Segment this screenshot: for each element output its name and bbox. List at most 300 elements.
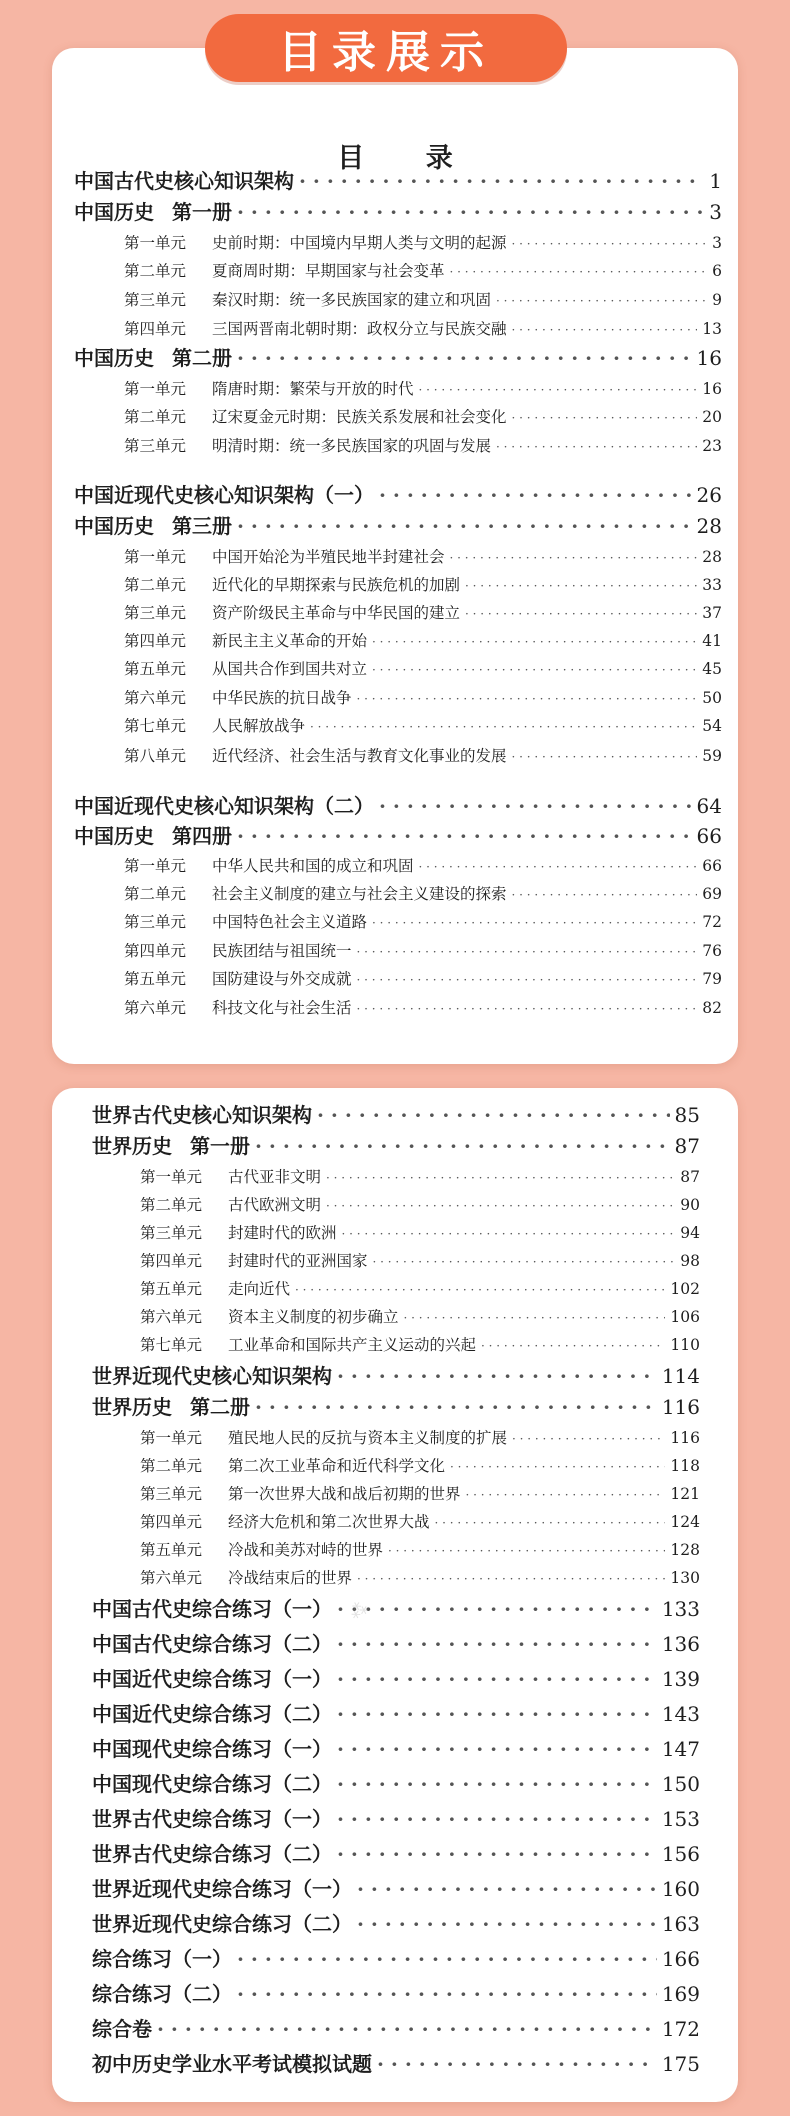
toc-title: 中国近代史综合练习（二） (92, 1702, 332, 1726)
dot-leader (357, 945, 698, 959)
toc-title: 中国历史 (74, 200, 154, 224)
toc-entry[interactable] (74, 479, 722, 508)
toc-title: 冷战结束后的世界 (228, 1569, 353, 1587)
dot-leader (237, 514, 692, 538)
page-number: 20 (702, 408, 722, 426)
unit-number: 第六单元 (124, 689, 187, 707)
toc-label (92, 1130, 250, 1159)
page-number: 64 (696, 794, 722, 818)
page-number: 6 (712, 262, 722, 280)
toc-entry[interactable] (74, 196, 722, 225)
toc-title: 中国近现代史核心知识架构（二） (74, 794, 374, 818)
dot-leader (337, 1807, 657, 1831)
unit-number: 第六单元 (140, 1569, 203, 1587)
dot-leader (496, 294, 707, 308)
page-number: 118 (670, 1457, 700, 1475)
page-number: 160 (661, 1877, 700, 1901)
dot-leader (357, 1572, 665, 1586)
page-number: 150 (661, 1772, 700, 1796)
toc-entry[interactable] (92, 1698, 700, 1727)
toc-title: 世界古代史核心知识架构 (92, 1103, 312, 1127)
dot-leader (388, 1544, 665, 1558)
toc-title: 殖民地人民的反抗与资本主义制度的扩展 (228, 1429, 508, 1447)
page-number: 72 (702, 913, 722, 931)
toc-title: 中国开始沦为半殖民地半封建社会 (212, 548, 445, 566)
toc-title: 明清时期：统一多民族国家的巩固与发展 (212, 437, 492, 455)
page-number: 41 (702, 632, 722, 650)
toc-label (92, 1391, 250, 1420)
dot-leader (299, 169, 704, 193)
toc-entry[interactable] (92, 1733, 700, 1762)
toc-title: 世界近现代史核心知识架构 (92, 1364, 332, 1388)
page-number: 69 (702, 885, 722, 903)
unit-number: 第五单元 (124, 660, 187, 678)
toc-unit-entry[interactable] (124, 288, 722, 310)
toc-entry[interactable] (92, 1391, 700, 1420)
toc-label (140, 1249, 368, 1271)
dot-leader (512, 411, 698, 425)
page-number: 23 (702, 437, 722, 455)
toc-title: 中国现代史综合练习（一） (92, 1737, 332, 1761)
page-number: 124 (670, 1513, 700, 1531)
page-number: 143 (661, 1702, 700, 1726)
toc-unit-entry[interactable] (124, 377, 722, 399)
toc-unit-entry[interactable] (140, 1538, 700, 1560)
dot-leader (512, 237, 708, 251)
page-number: 102 (670, 1280, 700, 1298)
unit-number: 第二单元 (140, 1457, 203, 1475)
page-number: 50 (702, 689, 722, 707)
toc-title: 工业革命和国际共产主义运动的兴起 (228, 1336, 477, 1354)
dot-leader (435, 1516, 666, 1530)
toc-label (124, 231, 507, 253)
book-volume: 第二册 (190, 1395, 250, 1419)
toc-unit-entry[interactable] (124, 967, 722, 989)
toc-label (74, 510, 232, 539)
page-number: 147 (661, 1737, 700, 1761)
page-number: 121 (670, 1485, 700, 1503)
watermark: ⁂ (346, 1597, 372, 1624)
toc-title: 隋唐时期：繁荣与开放的时代 (212, 380, 414, 398)
dot-leader (326, 1171, 675, 1185)
dot-leader (450, 265, 708, 279)
toc-unit-entry[interactable] (140, 1249, 700, 1271)
page-number: 156 (661, 1842, 700, 1866)
toc-entry[interactable] (92, 1943, 700, 1972)
toc-label (92, 1978, 232, 2007)
toc-entry[interactable] (92, 1838, 700, 1867)
toc-title: 中国历史 (74, 514, 154, 538)
toc-label (92, 1698, 332, 1727)
toc-title: 夏商周时期：早期国家与社会变革 (212, 262, 445, 280)
dot-leader (373, 1255, 676, 1269)
dot-leader (357, 692, 698, 706)
dot-leader (337, 1364, 657, 1388)
dot-leader (255, 1395, 657, 1419)
toc-title: 冷战和美苏对峙的世界 (228, 1541, 384, 1559)
toc-label (74, 790, 374, 819)
unit-number: 第三单元 (124, 437, 187, 455)
toc-unit-entry[interactable] (124, 259, 722, 281)
toc-title: 中国古代史核心知识架构 (74, 169, 294, 193)
dot-leader (337, 1842, 657, 1866)
toc-unit-entry[interactable] (124, 714, 722, 736)
dot-leader (372, 916, 697, 930)
dot-leader (466, 1488, 666, 1502)
toc-entry[interactable] (74, 790, 722, 819)
book-volume: 第三册 (172, 514, 232, 538)
toc-entry[interactable] (92, 1593, 700, 1622)
toc-label (124, 405, 507, 427)
toc-unit-entry[interactable] (124, 686, 722, 708)
dot-leader (342, 1227, 676, 1241)
toc-entry[interactable] (92, 1908, 700, 1937)
toc-label (140, 1538, 383, 1560)
toc-card-2 (52, 1088, 738, 2102)
toc-label (124, 601, 460, 623)
toc-title: 中国特色社会主义道路 (212, 913, 368, 931)
toc-label (140, 1305, 399, 1327)
toc-title: 国防建设与外交成就 (212, 970, 352, 988)
toc-entry[interactable] (92, 1099, 700, 1128)
unit-number: 第五单元 (124, 970, 187, 988)
toc-label (92, 1593, 332, 1622)
toc-unit-entry[interactable] (140, 1454, 700, 1476)
toc-label (140, 1454, 445, 1476)
toc-label (92, 1838, 332, 1867)
toc-unit-entry[interactable] (124, 629, 722, 651)
dot-leader (255, 1134, 670, 1158)
page-number: 82 (702, 999, 722, 1017)
toc-label (92, 1663, 332, 1692)
toc-heading: 目 录 (337, 143, 479, 174)
unit-number: 第八单元 (124, 747, 187, 765)
toc-unit-entry[interactable] (124, 996, 722, 1018)
toc-title: 中华人民共和国的成立和巩固 (212, 857, 414, 875)
toc-title: 近代经济、社会生活与教育文化事业的发展 (212, 747, 507, 765)
unit-number: 第三单元 (124, 604, 187, 622)
toc-title: 三国两晋南北朝时期：政权分立与民族交融 (212, 320, 507, 338)
page-number: 106 (670, 1308, 700, 1326)
dot-leader (317, 1103, 670, 1127)
toc-label (140, 1510, 430, 1532)
toc-title: 世界古代史综合练习（二） (92, 1842, 332, 1866)
unit-number: 第四单元 (140, 1513, 203, 1531)
dot-leader (357, 973, 698, 987)
toc-title: 世界历史 (92, 1395, 172, 1419)
page-number: 45 (702, 660, 722, 678)
unit-number: 第四单元 (124, 320, 187, 338)
toc-entry[interactable] (74, 510, 722, 539)
page-number: 28 (696, 514, 722, 538)
unit-number: 第三单元 (124, 913, 187, 931)
page-number: 33 (702, 576, 722, 594)
page-number: 37 (702, 604, 722, 622)
page-number: 87 (680, 1168, 700, 1186)
toc-title: 秦汉时期：统一多民族国家的建立和巩固 (212, 291, 492, 309)
toc-unit-entry[interactable] (140, 1510, 700, 1532)
toc-title: 综合卷 (92, 2017, 152, 2041)
toc-unit-entry[interactable] (124, 573, 722, 595)
page-number: 66 (702, 857, 722, 875)
dot-leader (450, 551, 698, 565)
toc-title: 经济大危机和第二次世界大战 (228, 1513, 430, 1531)
page-number: 169 (661, 1982, 700, 2006)
toc-label (92, 1360, 332, 1389)
unit-number: 第一单元 (124, 380, 187, 398)
page-number: 166 (661, 1947, 700, 1971)
page-number: 79 (702, 970, 722, 988)
toc-entry[interactable] (74, 165, 722, 194)
toc-title: 中国现代史综合练习（二） (92, 1772, 332, 1796)
dot-leader (357, 1002, 698, 1016)
dot-leader (450, 1460, 665, 1474)
dot-leader (512, 750, 698, 764)
toc-title: 科技文化与社会生活 (212, 999, 352, 1017)
page-number: 163 (661, 1912, 700, 1936)
dot-leader (337, 1667, 657, 1691)
toc-title: 中国古代史综合练习（一） (92, 1597, 332, 1621)
toc-label (124, 939, 352, 961)
toc-unit-entry[interactable] (140, 1482, 700, 1504)
page-number: 87 (674, 1134, 700, 1158)
unit-number: 第二单元 (124, 576, 187, 594)
toc-title: 封建时代的亚洲国家 (228, 1252, 368, 1270)
toc-title: 初中历史学业水平考试模拟试题 (92, 2052, 372, 2076)
toc-unit-entry[interactable] (124, 854, 722, 876)
unit-number: 第一单元 (124, 857, 187, 875)
unit-number: 第七单元 (140, 1336, 203, 1354)
toc-unit-entry[interactable] (124, 910, 722, 932)
toc-title: 封建时代的欧洲 (228, 1224, 337, 1242)
page-number: 94 (680, 1224, 700, 1242)
toc-title: 人民解放战争 (212, 717, 306, 735)
book-volume: 第一册 (172, 200, 232, 224)
toc-unit-entry[interactable] (124, 545, 722, 567)
toc-label (124, 259, 445, 281)
toc-entry[interactable] (92, 1663, 700, 1692)
dot-leader (337, 1597, 657, 1621)
unit-number: 第二单元 (124, 885, 187, 903)
dot-leader (237, 1982, 657, 2006)
dot-leader (379, 483, 692, 507)
toc-unit-entry[interactable] (140, 1305, 700, 1327)
dot-leader (237, 1947, 657, 1971)
toc-label (124, 714, 305, 736)
toc-title: 世界古代史综合练习（一） (92, 1807, 332, 1831)
toc-title: 世界近现代史综合练习（二） (92, 1912, 352, 1936)
toc-label (124, 377, 414, 399)
toc-title: 中国近代史综合练习（一） (92, 1667, 332, 1691)
unit-number: 第六单元 (124, 999, 187, 1017)
toc-title: 第一次世界大战和战后初期的世界 (228, 1485, 461, 1503)
dot-leader (357, 1912, 657, 1936)
toc-unit-entry[interactable] (124, 434, 722, 456)
toc-title: 辽宋夏金元时期：民族关系发展和社会变化 (212, 408, 507, 426)
book-volume: 第二册 (172, 346, 232, 370)
toc-entry[interactable] (92, 1628, 700, 1657)
dot-leader (512, 1432, 665, 1446)
toc-title: 世界历史 (92, 1134, 172, 1158)
dot-leader (237, 346, 692, 370)
toc-unit-entry[interactable] (124, 744, 722, 766)
toc-label (92, 1768, 332, 1797)
unit-number: 第二单元 (124, 262, 187, 280)
dot-leader (357, 1877, 657, 1901)
toc-label (124, 967, 352, 989)
dot-leader (157, 2017, 657, 2041)
unit-number: 第四单元 (124, 632, 187, 650)
page-number: 172 (661, 2017, 700, 2041)
toc-label (124, 545, 445, 567)
dot-leader (496, 440, 697, 454)
page-number: 128 (670, 1541, 700, 1559)
toc-card-1 (52, 48, 738, 1064)
toc-label (124, 317, 507, 339)
toc-unit-entry[interactable] (140, 1566, 700, 1588)
toc-entry[interactable] (92, 2013, 700, 2042)
toc-title: 中国历史 (74, 824, 154, 848)
book-volume: 第一册 (190, 1134, 250, 1158)
toc-title: 综合练习（一） (92, 1947, 232, 1971)
dot-leader (419, 383, 698, 397)
page-number: 26 (696, 483, 722, 507)
page-number: 130 (670, 1569, 700, 1587)
dot-leader (372, 635, 697, 649)
dot-leader (404, 1311, 666, 1325)
book-volume: 第四册 (172, 824, 232, 848)
unit-number: 第二单元 (140, 1196, 203, 1214)
toc-label (140, 1333, 476, 1355)
toc-label (124, 657, 367, 679)
page-number: 3 (712, 234, 722, 252)
dot-leader (295, 1283, 665, 1297)
toc-label (140, 1482, 461, 1504)
toc-unit-entry[interactable] (140, 1426, 700, 1448)
toc-label (92, 1628, 332, 1657)
dot-leader (512, 888, 698, 902)
toc-label (124, 434, 491, 456)
page-number: 153 (661, 1807, 700, 1831)
toc-title: 走向近代 (228, 1280, 291, 1298)
toc-unit-entry[interactable] (140, 1221, 700, 1243)
toc-entry[interactable] (74, 820, 722, 849)
toc-label (74, 820, 232, 849)
toc-unit-entry[interactable] (124, 405, 722, 427)
unit-number: 第二单元 (124, 408, 187, 426)
dot-leader (512, 323, 698, 337)
toc-title: 社会主义制度的建立与社会主义建设的探索 (212, 885, 507, 903)
toc-unit-entry[interactable] (124, 882, 722, 904)
toc-label (124, 629, 367, 651)
toc-label (124, 686, 352, 708)
page-number: 114 (661, 1364, 700, 1388)
page-number: 139 (661, 1667, 700, 1691)
toc-label (92, 1733, 332, 1762)
unit-number: 第一单元 (140, 1429, 203, 1447)
page-banner (205, 14, 567, 82)
toc-label (124, 910, 367, 932)
page-number: 90 (680, 1196, 700, 1214)
toc-entry[interactable] (92, 1130, 700, 1159)
page-number: 110 (670, 1336, 700, 1354)
dot-leader (326, 1199, 675, 1213)
toc-entry[interactable] (92, 1978, 700, 2007)
toc-unit-entry[interactable] (124, 601, 722, 623)
toc-unit-entry[interactable] (124, 939, 722, 961)
dot-leader (465, 579, 697, 593)
dot-leader (337, 1737, 657, 1761)
toc-unit-entry[interactable] (124, 317, 722, 339)
toc-entry[interactable] (92, 1768, 700, 1797)
toc-label (124, 288, 491, 310)
toc-label (124, 573, 460, 595)
toc-unit-entry[interactable] (140, 1165, 700, 1187)
toc-entry[interactable] (92, 2048, 700, 2077)
toc-label (92, 1099, 312, 1128)
toc-label (74, 479, 374, 508)
page-number: 116 (661, 1395, 700, 1419)
page-number: 28 (702, 548, 722, 566)
page-number: 175 (661, 2052, 700, 2076)
toc-unit-entry[interactable] (124, 657, 722, 679)
toc-entry[interactable] (74, 342, 722, 371)
page-number: 133 (661, 1597, 700, 1621)
page-number: 16 (696, 346, 722, 370)
toc-title: 中国历史 (74, 346, 154, 370)
unit-number: 第五单元 (140, 1541, 203, 1559)
toc-unit-entry[interactable] (124, 231, 722, 253)
unit-number: 第三单元 (140, 1485, 203, 1503)
toc-title: 中华民族的抗日战争 (212, 689, 352, 707)
toc-label (92, 1803, 332, 1832)
toc-title: 新民主主义革命的开始 (212, 632, 368, 650)
toc-unit-entry[interactable] (140, 1277, 700, 1299)
unit-number: 第六单元 (140, 1308, 203, 1326)
toc-unit-entry[interactable] (140, 1193, 700, 1215)
dot-leader (337, 1772, 657, 1796)
toc-entry[interactable] (92, 1873, 700, 1902)
toc-label (92, 1873, 352, 1902)
dot-leader (372, 663, 697, 677)
toc-title: 从国共合作到国共对立 (212, 660, 368, 678)
unit-number: 第七单元 (124, 717, 187, 735)
dot-leader (379, 794, 692, 818)
page-number: 59 (702, 747, 722, 765)
unit-number: 第一单元 (124, 234, 187, 252)
unit-number: 第三单元 (124, 291, 187, 309)
toc-label (124, 882, 507, 904)
toc-unit-entry[interactable] (140, 1333, 700, 1355)
toc-label (140, 1566, 352, 1588)
toc-title: 世界近现代史综合练习（一） (92, 1877, 352, 1901)
toc-entry[interactable] (92, 1803, 700, 1832)
unit-number: 第一单元 (124, 548, 187, 566)
page-number: 136 (661, 1632, 700, 1656)
dot-leader (337, 1632, 657, 1656)
toc-title: 古代欧洲文明 (228, 1196, 322, 1214)
toc-label (74, 342, 232, 371)
dot-leader (337, 1702, 657, 1726)
toc-label (140, 1193, 321, 1215)
toc-entry[interactable] (92, 1360, 700, 1389)
page-number: 98 (680, 1252, 700, 1270)
page-number: 85 (674, 1103, 700, 1127)
toc-title: 民族团结与祖国统一 (212, 942, 352, 960)
toc-label (140, 1221, 337, 1243)
unit-number: 第四单元 (140, 1252, 203, 1270)
toc-title: 第二次工业革命和近代科学文化 (228, 1457, 446, 1475)
